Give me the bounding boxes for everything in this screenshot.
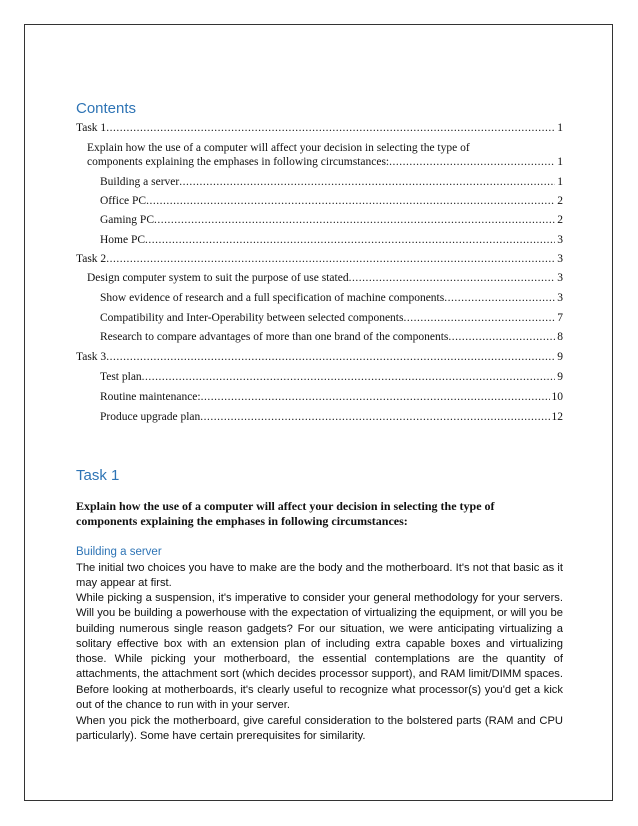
toc-page-number: 3 — [557, 234, 563, 246]
toc-page-number: 3 — [557, 253, 563, 265]
toc-entry-office-pc[interactable] — [100, 194, 563, 208]
toc-entry-explain[interactable] — [87, 141, 563, 169]
toc-entry-upgrade-plan[interactable] — [100, 410, 563, 424]
toc-page-number: 9 — [557, 371, 563, 383]
toc-entry-label: Home PC — [100, 234, 146, 246]
task1-heading: Task 1 — [76, 467, 120, 484]
toc-entry-task3[interactable] — [76, 350, 563, 364]
toc-page-number: 3 — [557, 292, 563, 304]
toc-entry-show-evidence[interactable] — [100, 291, 563, 305]
toc-entry-label: Building a server — [100, 176, 180, 188]
toc-page-number: 1 — [557, 156, 563, 168]
toc-entry-label: Design computer system to suit the purpose of use stated — [87, 272, 349, 284]
toc-entry-compatibility[interactable] — [100, 311, 563, 325]
toc-entry-label: Gaming PC — [100, 214, 154, 226]
toc-entry-building-server[interactable] — [100, 175, 563, 189]
toc-entry-routine-maintenance[interactable] — [100, 390, 563, 404]
toc-page-number: 2 — [557, 214, 563, 226]
toc-entry-label: Compatibility and Inter-Operability between selected components — [100, 312, 404, 324]
body-paragraph: While picking a suspension, it's imperative to consider your general methodology for your servers. Will you be building a powerhouse with the expectation of virtualizing the equipment, or will you be building numerous single reason gadgets? For our situation, we were anticipating virtualizing a solitary effective box with an extension plan of including extra capable boxes and virtualizing those. While picking your motherboard, the essential contemplations are the quantity of attachments, the attachment sort (which decides processor support), and RAM limit/DIMM spaces. Before looking at motherboards, it's clearly useful to recognize what processor(s) you'd get a kick out of the chance to run with in your server. — [76, 592, 563, 712]
body-paragraph: The initial two choices you have to make are the body and the motherboard. It's not that basic as it may appear at first. — [76, 562, 563, 590]
toc-page-number: 3 — [557, 272, 563, 284]
toc-page-number: 1 — [557, 122, 563, 134]
toc-entry-label: Test plan — [100, 371, 142, 383]
toc-page-number: 1 — [557, 176, 563, 188]
toc-page-number: 2 — [557, 195, 563, 207]
toc-entry-label: Task 3 — [76, 351, 107, 363]
toc-entry-test-plan[interactable] — [100, 370, 563, 384]
toc-entry-label: Research to compare advantages of more than one brand of the components — [100, 331, 449, 343]
toc-entry-task1[interactable] — [76, 121, 563, 135]
toc-entry-label: Task 2 — [76, 253, 107, 265]
toc-entry-design-system[interactable] — [87, 271, 563, 285]
toc-entry-label: Task 1 — [76, 122, 107, 134]
toc-page-number: 9 — [557, 351, 563, 363]
task1-question: Explain how the use of a computer will affect your decision in selecting the type of components explaining the emphases in following circumstances: — [76, 499, 495, 528]
toc-entry-label: Routine maintenance: — [100, 391, 201, 403]
toc-entry-label: Office PC — [100, 195, 147, 207]
toc-page-number: 8 — [557, 331, 563, 343]
toc-page-number: 12 — [551, 411, 563, 423]
toc-entry-label: Show evidence of research and a full specification of machine components — [100, 292, 445, 304]
building-server-subheading: Building a server — [76, 546, 162, 558]
toc-page-number: 7 — [557, 312, 563, 324]
toc-entry-task2[interactable] — [76, 252, 563, 266]
toc-page-number: 10 — [551, 391, 563, 403]
toc-entry-gaming-pc[interactable] — [100, 213, 563, 227]
toc-entry-label: Produce upgrade plan — [100, 411, 201, 423]
toc-entry-home-pc[interactable] — [100, 233, 563, 247]
toc-entry-label-line1: Explain how the use of a computer will affect your decision in selecting the type of — [87, 142, 470, 154]
body-paragraph: When you pick the motherboard, give careful consideration to the bolstered parts (RAM and CPU particularly). Some have certain prerequisites for similarity. — [76, 715, 563, 743]
toc-entry-label-line2: components explaining the emphases in following circumstances: — [87, 156, 390, 168]
contents-heading: Contents — [76, 100, 137, 117]
toc-entry-research-compare[interactable] — [100, 330, 563, 344]
